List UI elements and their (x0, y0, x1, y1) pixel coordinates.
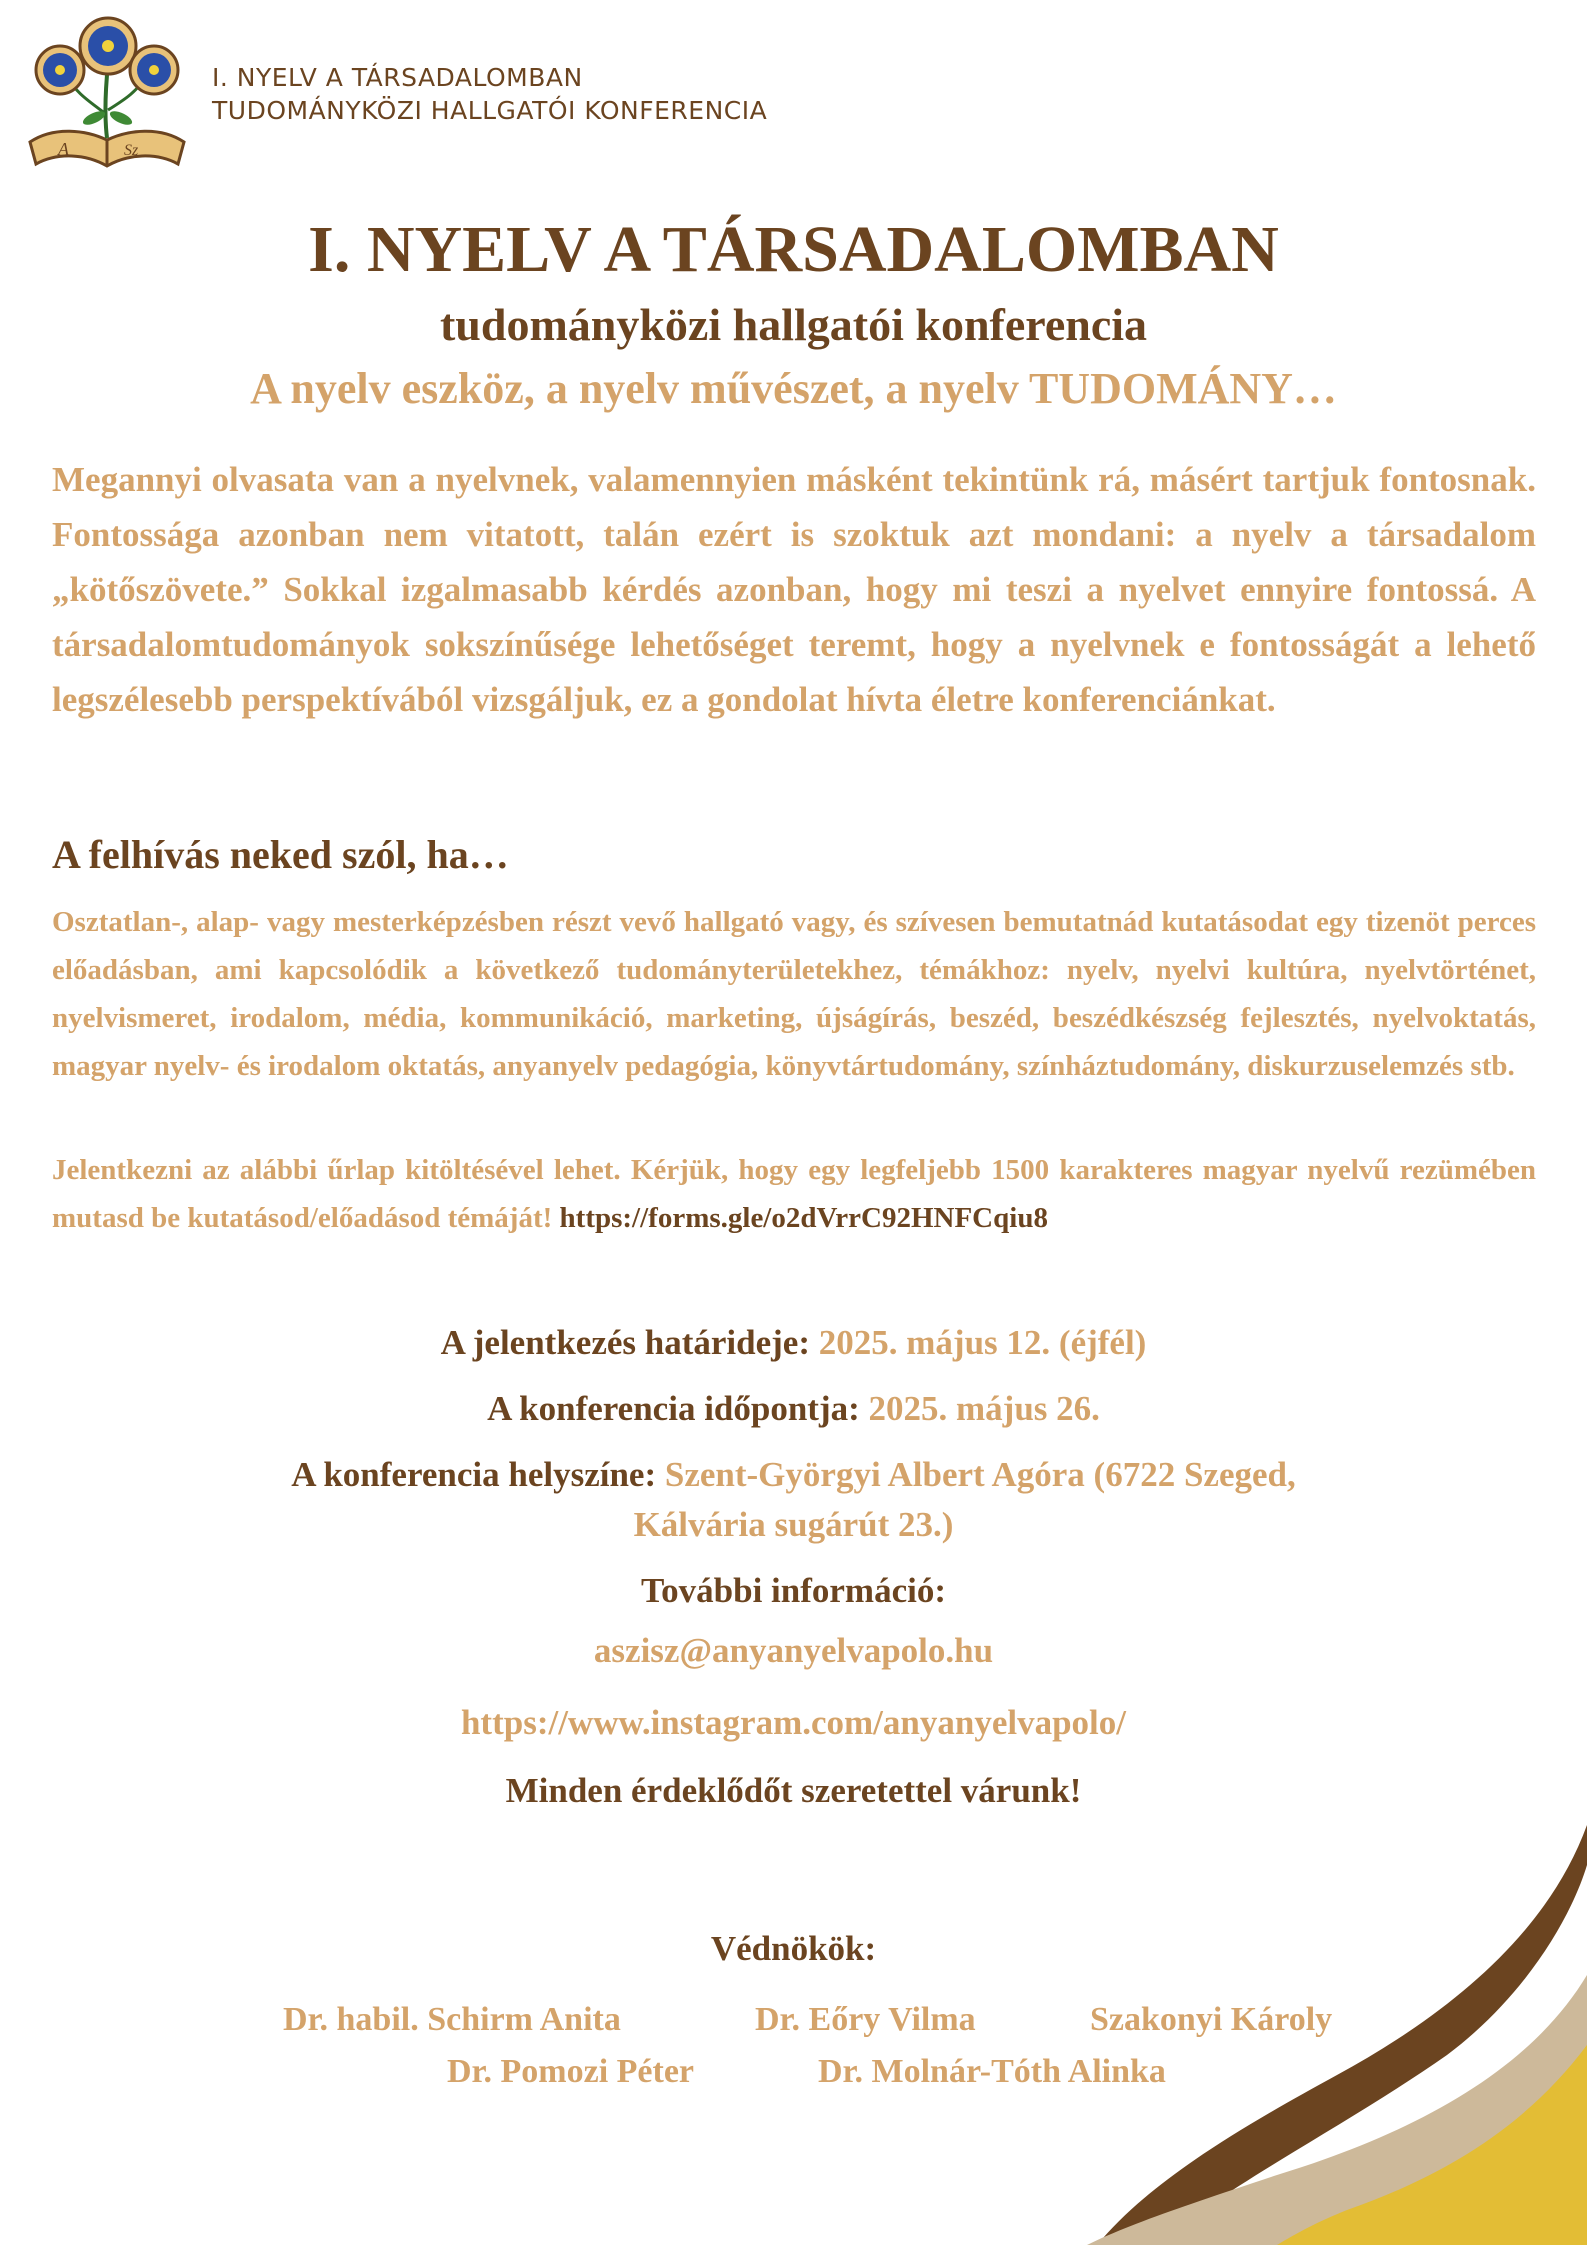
page-subtitle: tudományközi hallgatói konferencia (439, 299, 1148, 350)
date-value: 2025. május 26. (859, 1389, 1100, 1428)
patron-name: Dr. habil. Schirm Anita (283, 2001, 621, 2038)
logo-letter-a: A (58, 139, 69, 159)
venue-row (0, 1452, 1587, 1498)
apply-paragraph (52, 1146, 1536, 1242)
deadline-row (0, 1320, 1587, 1366)
motto: A nyelv eszköz, a nyelv művészet, a nyelv TUDOMÁNY… (250, 364, 1337, 413)
header (24, 14, 767, 174)
patron-name: Dr. Pomozi Péter (447, 2053, 695, 2090)
page-title: I. NYELV A TÁRSADALOMBAN (308, 213, 1279, 286)
more-info-label: További információ: (641, 1571, 946, 1610)
deadline-value: 2025. május 12. (éjfél) (810, 1323, 1147, 1362)
deadline-label: A jelentkezés határideje: (440, 1323, 811, 1362)
patron-name: Dr. Eőry Vilma (755, 2001, 976, 2038)
decorative-waves (1027, 1825, 1587, 2245)
patron-name: Szakonyi Károly (1090, 2001, 1333, 2038)
welcome-text: Minden érdeklődőt szeretettel várunk! (505, 1771, 1082, 1810)
venue-value-line2: Kálvária sugárút 23.) (633, 1505, 954, 1544)
intro-paragraph: Megannyi olvasata van a nyelvnek, valamennyien másként tekintünk rá, másért tartjuk fontosnak. Fontossága azonban nem vitatott, talán ezért is szoktuk azt mondani: a nyelv a társadalom „kötőszövete.” Sokkal izgalmasabb kérdés azonban, hogy mi teszi a nyelvet ennyire fontossá. A társadalomtudományok sokszínűsége lehetőséget teremt, hogy a nyelvnek e fontosságát a lehető legszélesebb perspektívából vizsgáljuk, ez a gondolat hívta életre konferenciánkat. (52, 460, 1536, 719)
date-label: A konferencia időpontja: (487, 1389, 860, 1428)
header-text (212, 61, 767, 127)
logo-icon (24, 14, 190, 174)
header-line1: I. NYELV A TÁRSADALOMBAN (212, 63, 583, 92)
venue-label: A konferencia helyszíne: (291, 1455, 657, 1494)
info-block (0, 1320, 1587, 1814)
apply-text: Jelentkezni az alábbi űrlap kitöltésével lehet. Kérjük, hogy egy legfeljebb 1500 karakteres magyar nyelvű rezümében mutasd be kutatásod/előadásod témáját! (52, 1154, 1536, 1234)
form-link[interactable]: https://forms.gle/o2dVrrC92HNFCqiu8 (559, 1202, 1048, 1234)
venue-value-line1: Szent-Györgyi Albert Agóra (6722 Szeged, (656, 1455, 1296, 1494)
patrons-title: Védnökök: (710, 1929, 877, 1968)
date-row (0, 1386, 1587, 1432)
email-link[interactable]: aszisz@anyanyelvapolo.hu (593, 1631, 994, 1670)
instagram-link[interactable]: https://www.instagram.com/anyanyelvapolo/ (460, 1703, 1127, 1742)
header-line2: TUDOMÁNYKÖZI HALLGATÓI KONFERENCIA (212, 96, 768, 125)
patron-name: Dr. Molnár-Tóth Alinka (818, 2053, 1166, 2090)
logo-letter-sz: Sz (124, 142, 139, 159)
call-body: Osztatlan-, alap- vagy mesterképzésben részt vevő hallgató vagy, és szívesen bemutatnád kutatásodat egy tizenöt perces előadásban, ami kapcsolódik a következő tudományterületekhez, témákhoz: nyelv, nyelvi kultúra, nyelvtörténet, nyelvismeret, irodalom, média, kommunikáció, marketing, újságírás, beszéd, beszédkészség fejlesztés, nyelvoktatás, magyar nyelv- és irodalom oktatás, anyanyelv pedagógia, könyvtártudomány, színháztudomány, diskurzuselemzés stb. (52, 906, 1536, 1082)
call-heading: A felhívás neked szól, ha… (52, 832, 509, 877)
